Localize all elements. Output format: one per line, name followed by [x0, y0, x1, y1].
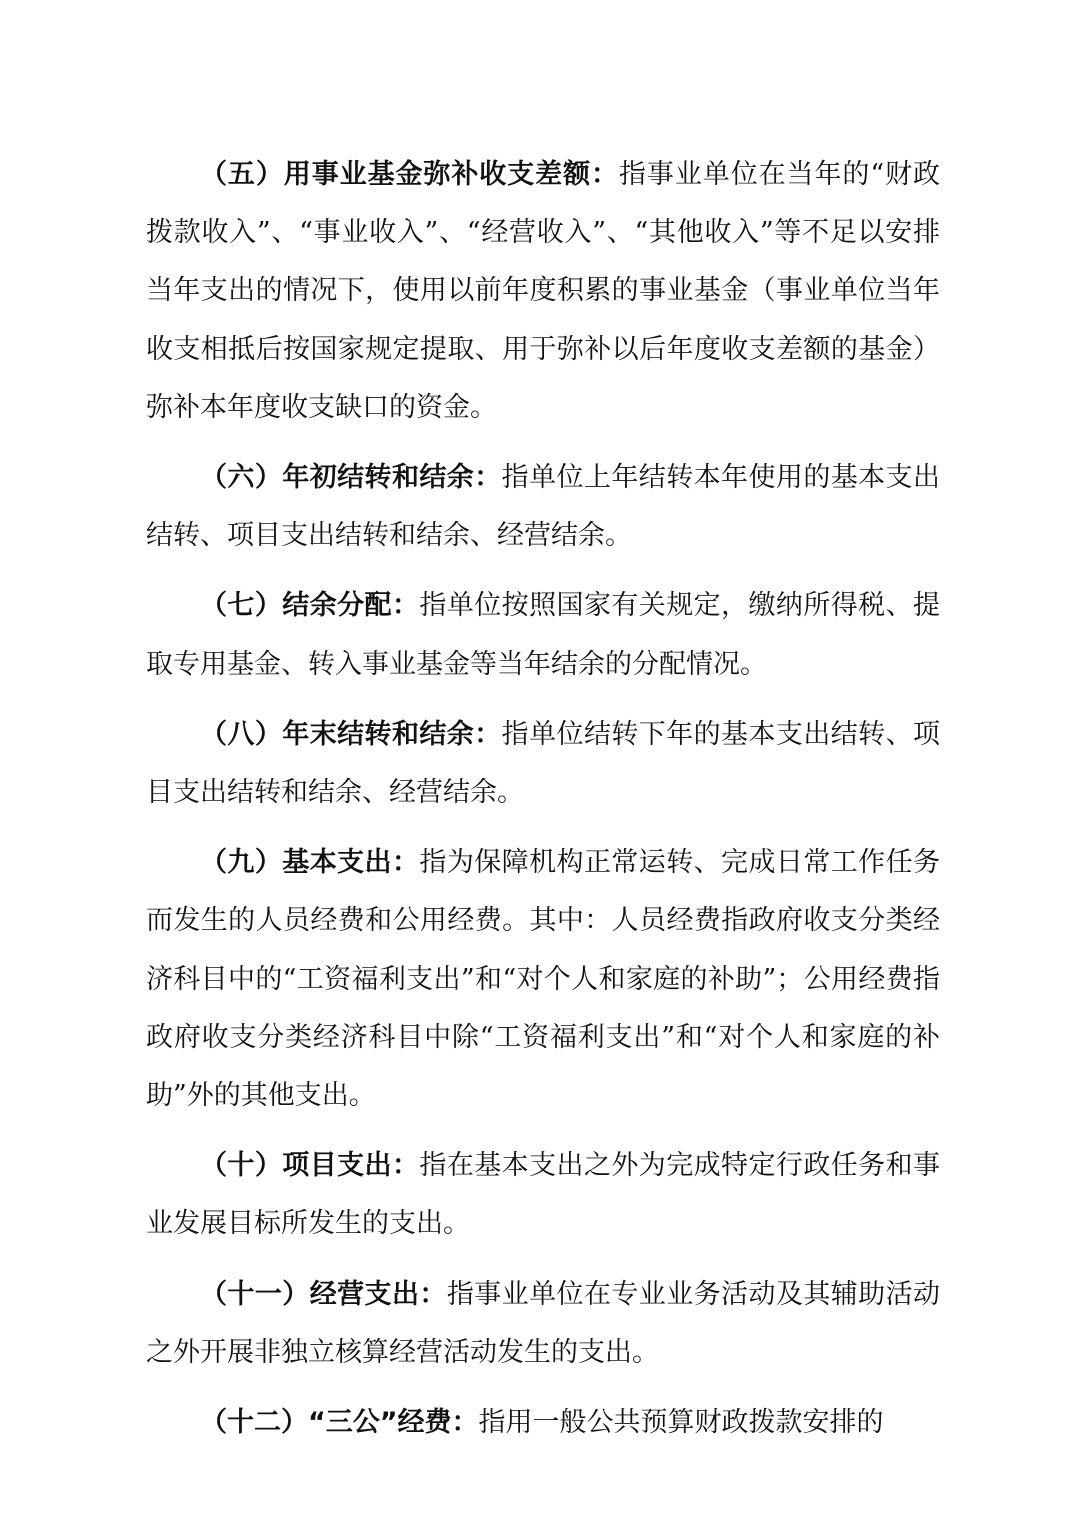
term-definition: 指单位结转下年的基本支出结转、项目支出结转和结余、经营结余。: [146, 718, 941, 809]
term-definition: 指用一般公共预算财政拨款安排的: [478, 1407, 884, 1439]
term-heading: （九）基本支出: [200, 847, 392, 879]
term-colon: ：: [591, 159, 619, 190]
term-heading: （五）用事业基金弥补收支差额: [200, 159, 592, 190]
paragraph-item-11: [146, 1266, 940, 1382]
term-heading: （八）年末结转和结余: [200, 718, 475, 750]
term-colon: ：: [451, 1407, 479, 1439]
term-definition: 指事业单位在专业业务活动及其辅助活动之外开展非独立核算经营活动发生的支出。: [146, 1278, 941, 1368]
paragraph-item-12: [146, 1394, 940, 1452]
term-colon: ：: [391, 847, 420, 879]
paragraph-item-9: [146, 834, 940, 1125]
term-colon: ：: [474, 718, 502, 750]
term-heading: （十）项目支出: [200, 1150, 392, 1182]
paragraph-item-5: [146, 146, 940, 437]
term-heading: （十一）经营支出: [200, 1278, 420, 1310]
paragraph-item-8: [146, 706, 940, 822]
term-colon: ：: [391, 1150, 420, 1182]
term-colon: ：: [391, 590, 420, 622]
paragraph-item-6: [146, 449, 940, 565]
term-colon: ：: [474, 462, 502, 494]
term-definition: 指单位上年结转本年使用的基本支出结转、项目支出结转和结余、经营结余。: [146, 462, 941, 552]
document-body: [146, 146, 940, 1464]
term-definition: 指事业单位在当年的“财政拨款收入”、“事业收入”、“经营收入”、“其他收入”等不足以安排当年支出的情况下，使用以前年度积累的事业基金（事业单位当年收支相抵后按国家规定提取、用于弥补以后年度收支差额的基金）弥补本年度收支缺口的资金。: [146, 159, 941, 423]
term-heading: （六）年初结转和结余: [200, 462, 475, 494]
paragraph-item-7: [146, 577, 940, 693]
term-colon: ：: [419, 1278, 447, 1310]
term-definition: 指单位按照国家有关规定，缴纳所得税、提取专用基金、转入事业基金等当年结余的分配情况。: [146, 590, 941, 680]
term-definition: 指在基本支出之外为完成特定行政任务和事业发展目标所发生的支出。: [146, 1150, 941, 1240]
term-definition: 指为保障机构正常运转、完成日常工作任务而发生的人员经费和公用经费。其中：人员经费指政府收支分类经济科目中的“工资福利支出”和“对个人和家庭的补助”；公用经费指政府收支分类经济科目中除“工资福利支出”和“对个人和家庭的补助”外的其他支出。: [146, 847, 941, 1112]
paragraph-item-10: [146, 1137, 940, 1253]
term-heading: （十二）“三公”经费: [200, 1407, 452, 1439]
term-heading: （七）结余分配: [200, 590, 392, 622]
